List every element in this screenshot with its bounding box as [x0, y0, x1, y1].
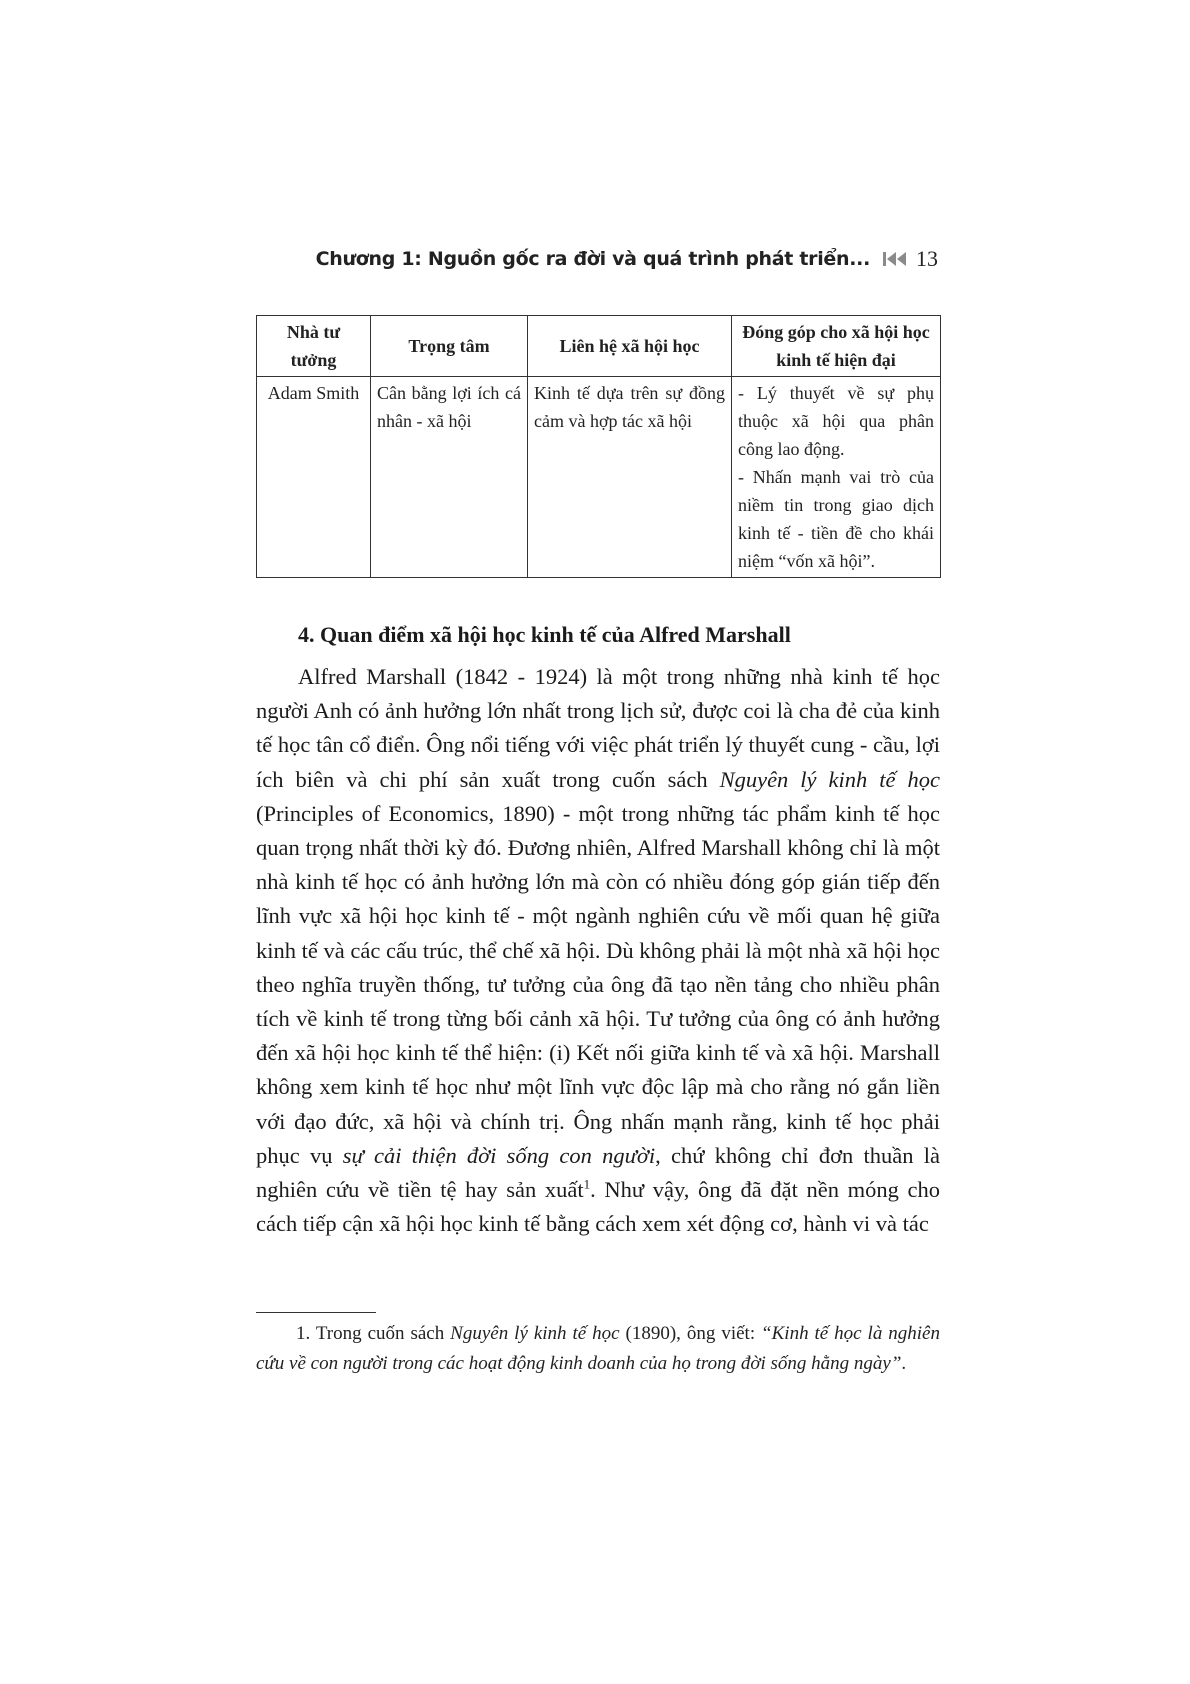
- table-header-row: [257, 316, 941, 377]
- page-number: 13: [916, 246, 938, 271]
- col-header-contribution: Đóng góp cho xã hội học kinh tế hiện đại: [732, 316, 941, 377]
- footnote: 1. Trong cuốn sách Nguyên lý kinh tế học (1890), ông viết: “Kinh tế học là nghiên cứu về con người trong các hoạt động kinh doanh của họ trong đời sống hằng ngày”.: [256, 1323, 940, 1374]
- col-header-relation: Liên hệ xã hội học: [528, 316, 732, 377]
- table-row: [257, 377, 941, 578]
- book-title: Nguyên lý kinh tế học: [719, 766, 940, 792]
- footnote-divider: [256, 1312, 376, 1313]
- page-header: [256, 244, 938, 274]
- footnote-quote: “Kinh tế học là nghiên cứu về con người trong các hoạt động kinh doanh của họ trong đời sống hằng ngày”: [256, 1323, 940, 1374]
- chapter-title: Chương 1: Nguồn gốc ra đời và quá trình phát triển...: [315, 248, 870, 270]
- cell-relation: Kinh tế dựa trên sự đồng cảm và hợp tác xã hội: [528, 377, 732, 578]
- body-paragraph: Alfred Marshall (1842 - 1924) là một trong những nhà kinh tế học người Anh có ảnh hưởng lớn nhất trong lịch sử, được coi là cha đẻ của kinh tế học tân cổ điển. Ông nổi tiếng với việc phát triển lý thuyết cung - cầu, lợi ích biên và chi phí sản xuất trong cuốn sách Nguyên lý kinh tế học (Principles of Economics, 1890) - một trong những tác phẩm kinh tế học quan trọng nhất thời kỳ đó. Đương nhiên, Alfred Marshall không chỉ là một nhà kinh tế học có ảnh hưởng lớn mà còn có nhiều đóng góp gián tiếp đến lĩnh vực xã hội học kinh tế - một ngành nghiên cứu về mối quan hệ giữa kinh tế và các cấu trúc, thể chế xã hội. Dù không phải là một nhà xã hội học theo nghĩa truyền thống, tư tưởng của ông đã tạo nền tảng cho nhiều phân tích về kinh tế trong từng bối cảnh xã hội. Tư tưởng của ông có ảnh hưởng đến xã hội học kinh tế thể hiện: (i) Kết nối giữa kinh tế và xã hội. Marshall không xem kinh tế học như một lĩnh vực độc lập mà cho rằng nó gắn liền với đạo đức, xã hội và chính trị. Ông nhấn mạnh rằng, kinh tế học phải phục vụ sự cải thiện đời sống con người, chứ không chỉ đơn thuần là nghiên cứu về tiền tệ hay sản xuất$^1$. Như vậy, ông đã đặt nền móng cho cách tiếp cận xã hội học kinh tế bằng cách xem xét động cơ, hành vi và tác: [256, 664, 940, 1237]
- col-header-thinker: Nhà tư tưởng: [257, 316, 371, 377]
- thinkers-table: [256, 315, 941, 578]
- cell-focus: Cân bằng lợi ích cá nhân - xã hội: [371, 377, 528, 578]
- emphasis: sự cải thiện đời sống con người: [342, 1142, 656, 1168]
- contribution-item: - Nhấn mạnh vai trò của niềm tin trong giao dịch kinh tế - tiền đề cho khái niệm “vốn xã hội”.: [738, 467, 934, 571]
- cell-contribution: [732, 377, 941, 578]
- footnote-book-title: Nguyên lý kinh tế học: [450, 1323, 620, 1344]
- section-heading: 4. Quan điểm xã hội học kinh tế của Alfred Marshall: [298, 622, 791, 647]
- skip-back-icon: [882, 250, 908, 268]
- cell-thinker: Adam Smith: [257, 377, 371, 578]
- contribution-item: - Lý thuyết về sự phụ thuộc xã hội qua phân công lao động.: [738, 383, 934, 459]
- footnote-ref[interactable]: 1: [583, 1176, 591, 1192]
- col-header-focus: Trọng tâm: [371, 316, 528, 377]
